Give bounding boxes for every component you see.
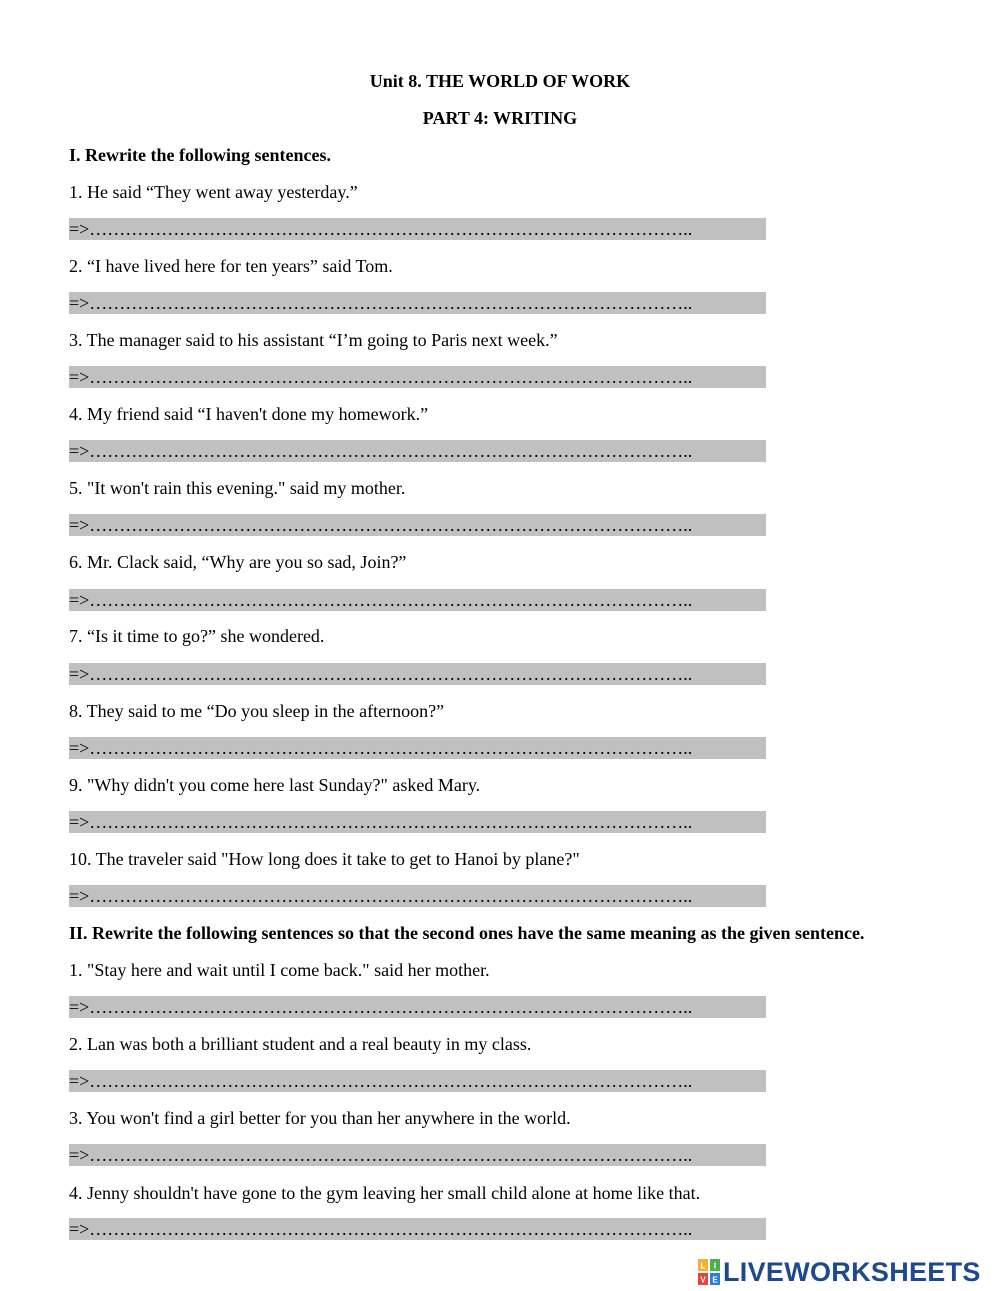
section-2-question-1: 1. "Stay here and wait until I come back." said her mother.	[69, 960, 490, 980]
page-subtitle: PART 4: WRITING	[422, 108, 578, 128]
section-1-question-5: 5. "It won't rain this evening." said my mother.	[69, 478, 406, 498]
section-1-question-3: 3. The manager said to his assistant “I’m going to Paris next week.”	[69, 330, 558, 350]
liveworksheets-logo-icon	[698, 1259, 720, 1285]
section-1-question-9: 9. "Why didn't you come here last Sunday?" asked Mary.	[69, 775, 481, 795]
section-1-answer-9[interactable]	[69, 811, 766, 833]
section-1-answer-8[interactable]	[69, 737, 766, 759]
section-1-heading: I. Rewrite the following sentences.	[69, 145, 331, 165]
section-2-heading: II. Rewrite the following sentences so that the second ones have the same meaning as the given sentence.	[69, 923, 865, 943]
liveworksheets-logo-text: LIVEWORKSHEETS	[723, 1257, 981, 1287]
svg-text:I: I	[713, 1261, 717, 1271]
section-1-question-1: 1. He said “They went away yesterday.”	[69, 182, 358, 202]
section-2-answer-1[interactable]	[69, 996, 766, 1018]
section-1-question-8: 8. They said to me “Do you sleep in the afternoon?”	[69, 701, 445, 721]
liveworksheets-logo[interactable]	[698, 1257, 981, 1287]
section-1-answer-3[interactable]	[69, 366, 766, 388]
section-1-answer-6[interactable]	[69, 589, 766, 611]
section-1-answer-1[interactable]	[69, 218, 766, 240]
section-2-question-3: 3. You won't find a girl better for you than her anywhere in the world.	[69, 1108, 571, 1128]
section-2-answer-3[interactable]	[69, 1144, 766, 1166]
page-title: Unit 8. THE WORLD OF WORK	[369, 71, 631, 91]
svg-text:V: V	[700, 1275, 706, 1285]
section-2-answer-4[interactable]	[69, 1218, 766, 1240]
section-2-question-4: 4. Jenny shouldn't have gone to the gym leaving her small child alone at home like that.	[69, 1183, 701, 1203]
section-2-answer-2[interactable]	[69, 1070, 766, 1092]
svg-text:L: L	[700, 1261, 706, 1271]
svg-text:E: E	[712, 1275, 718, 1285]
section-1-question-4: 4. My friend said “I haven't done my homework.”	[69, 404, 429, 424]
section-1-question-7: 7. “Is it time to go?” she wondered.	[69, 626, 325, 646]
section-1-question-10: 10. The traveler said "How long does it take to get to Hanoi by plane?"	[69, 849, 580, 869]
section-1-question-6: 6. Mr. Clack said, “Why are you so sad, Join?”	[69, 552, 407, 572]
section-1-answer-4[interactable]	[69, 440, 766, 462]
section-1-answer-7[interactable]	[69, 663, 766, 685]
section-1-answer-2[interactable]	[69, 292, 766, 314]
section-1-answer-5[interactable]	[69, 514, 766, 536]
section-2-question-2: 2. Lan was both a brilliant student and a real beauty in my class.	[69, 1034, 532, 1054]
section-1-answer-10[interactable]	[69, 885, 766, 907]
section-1-question-2: 2. “I have lived here for ten years” said Tom.	[69, 256, 393, 276]
